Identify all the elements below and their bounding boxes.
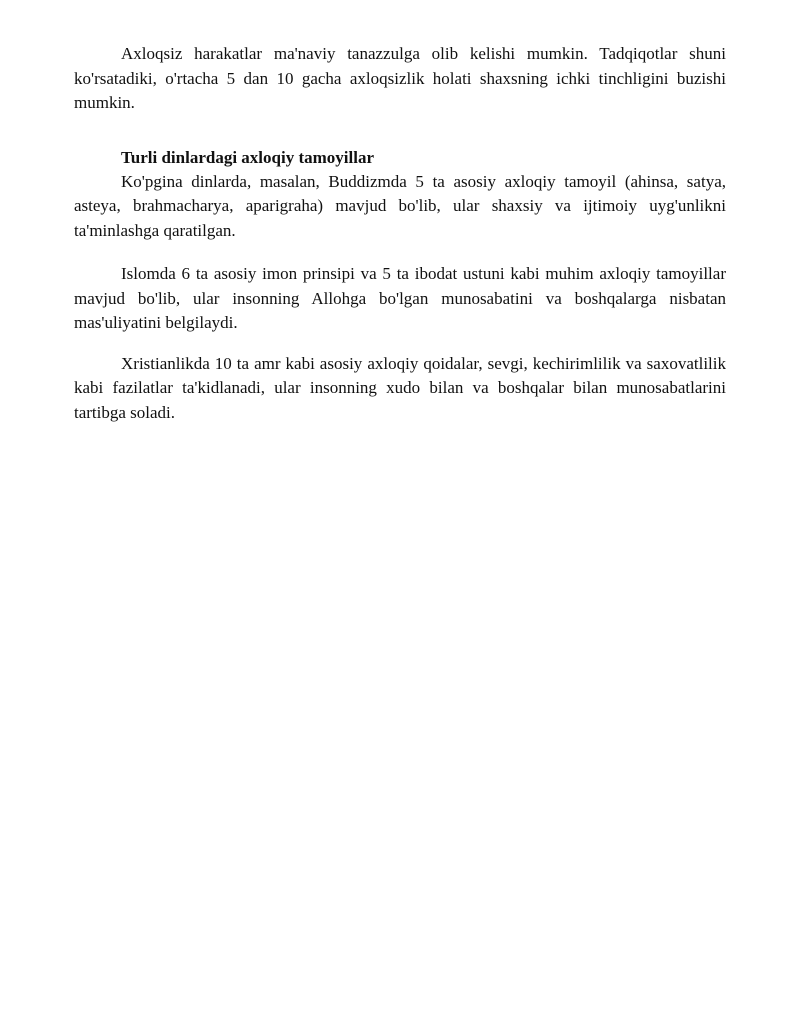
paragraph-immoral-actions: Axloqsiz harakatlar ma'naviy tanazzulga olib kelishi mumkin. Tadqiqotlar shuni ko'rsatadiki, o'rtacha 5 dan 10 gacha axloqsizlik holati shaxsning ichki tinchligini buzishi mumkin.: [74, 44, 726, 112]
section-heading: Turli dinlardagi axloqiy tamoyillar: [121, 147, 374, 167]
paragraph-buddhism: Ko'pgina dinlarda, masalan, Buddizmda 5 ta asosiy axloqiy tamoyil (ahinsa, satya, asteya, brahmacharya, aparigraha) mavjud bo'lib, ular shaxsiy va ijtimoiy uyg'unlikni ta'minlashga qaratilgan.: [74, 171, 726, 240]
paragraph-islam: Islomda 6 ta asosiy imon prinsipi va 5 ta ibodat ustuni kabi muhim axloqiy tamoyillar mavjud bo'lib, ular insonning Allohga bo'lgan munosabatini va boshqalarga nisbatan mas'uliyatini belgilaydi.: [74, 264, 726, 332]
document-page: [74, 42, 726, 425]
paragraph-christianity: Xristianlikda 10 ta amr kabi asosiy axloqiy qoidalar, sevgi, kechirimlilik va saxovatlilik kabi fazilatlar ta'kidlanadi, ular insonning xudo bilan va boshqalar bilan munosabatlarini tartibga soladi.: [74, 353, 726, 422]
